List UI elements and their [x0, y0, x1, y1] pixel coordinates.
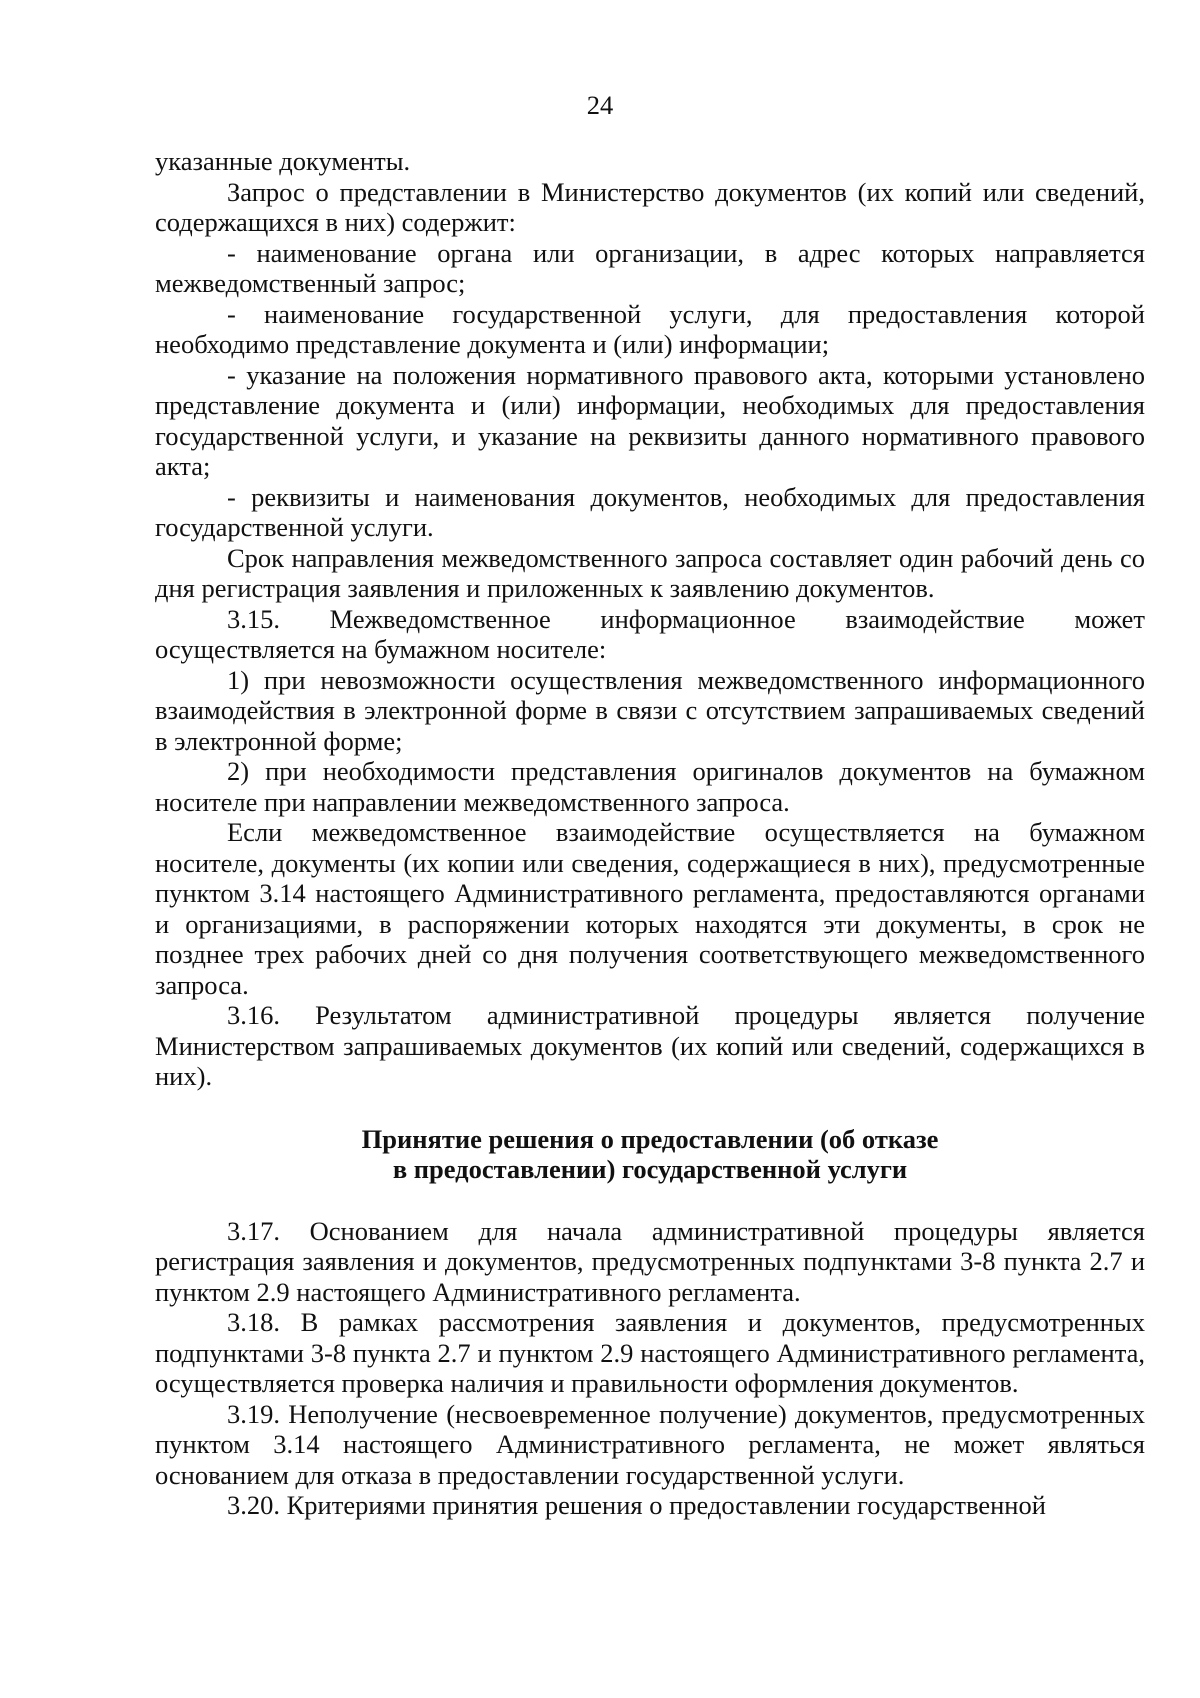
paragraph: - наименование органа или организации, в адрес которых направляется межведомственный запрос;: [155, 237, 1145, 298]
paragraph: указанные документы.: [155, 146, 411, 176]
paragraph: 3.15. Межведомственное информационное взаимодействие может осуществляется на бумажном носителе:: [155, 603, 1145, 664]
paragraph: Запрос о представлении в Министерство документов (их копий или сведений, содержащихся в них) содержит:: [155, 176, 1145, 237]
paragraph: 3.16. Результатом административной процедуры является получение Министерством запрашиваемых документов (их копий или сведений, содержащихся в них).: [155, 1000, 1145, 1091]
paragraph: 3.17. Основанием для начала административной процедуры является регистрация заявления и документов, предусмотренных подпунктами 3-8 пункта 2.7 и пунктом 2.9 настоящего Административного регламента.: [155, 1215, 1145, 1307]
document-body: [155, 146, 1145, 1521]
paragraph: - реквизиты и наименования документов, необходимых для предоставления государственной услуги.: [155, 481, 1145, 542]
paragraphs-top: [155, 146, 1145, 1092]
paragraphs-bottom: [155, 1216, 1145, 1521]
page-number: 24: [586, 90, 614, 120]
section-heading: [155, 1124, 1145, 1185]
paragraph: - наименование государственной услуги, для предоставления которой необходимо представление документа и (или) информации;: [155, 298, 1145, 359]
section-heading-line: Принятие решения о предоставлении (об отказе: [361, 1123, 939, 1154]
paragraph: Срок направления межведомственного запроса составляет один рабочий день со дня регистрация заявления и приложенных к заявлению документов.: [155, 542, 1145, 603]
paragraph: 3.20. Критериями принятия решения о предоставлении государственной: [227, 1490, 1046, 1520]
paragraph: 2) при необходимости представления оригиналов документов на бумажном носителе при направлении межведомственного запроса.: [155, 756, 1145, 817]
paragraph: Если межведомственное взаимодействие осуществляется на бумажном носителе, документы (их копии или сведения, содержащиеся в них), предусмотренные пунктом 3.14 настоящего Административного регламента, предоставляются органами и организациями, в распоряжении которых находятся эти документы, в срок не позднее трех рабочих дней со дня получения соответствующего межведомственного запроса.: [155, 817, 1145, 1000]
paragraph: 1) при невозможности осуществления межведомственного информационного взаимодействия в электронной форме в связи с отсутствием запрашиваемых сведений в электронной форме;: [155, 664, 1145, 756]
paragraph: - указание на положения нормативного правового акта, которыми установлено представление документа и (или) информации, необходимых для предоставления государственной услуги, и указание на реквизиты данного нормативного правового акта;: [155, 359, 1145, 481]
section-heading-line: в предоставлении) государственной услуги: [392, 1154, 908, 1184]
paragraph: 3.18. В рамках рассмотрения заявления и документов, предусмотренных подпунктами 3-8 пункта 2.7 и пунктом 2.9 настоящего Административного регламента, осуществляется проверка наличия и правильности оформления документов.: [155, 1307, 1145, 1398]
paragraph: 3.19. Неполучение (несвоевременное получение) документов, предусмотренных пунктом 3.14 настоящего Административного регламента, не может являться основанием для отказа в предоставлении государственной услуги.: [155, 1398, 1145, 1490]
